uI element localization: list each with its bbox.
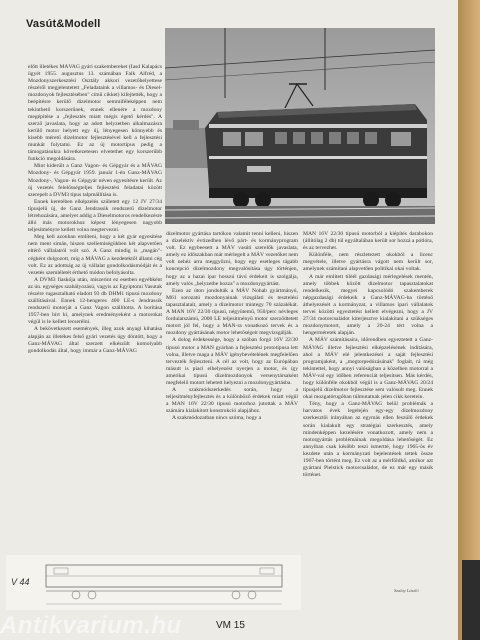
locomotive-schematic [6,555,301,610]
article-paragraph: A DVM3 fiaskója után, miszerint ez esetben egyébként az ún. egységes szabályozású, vagyis az Egyiptomi Vasutak részére rugasztalható eladott 93 db DHM1 típusú mozdony szállításával. Ennek 12-hengeres 400 LE-s Jendrassik rendszerű motorját a Ganz Vagon szállította. A borítása 1957-ben bírt ki, amelynek eredményeként a motorokat végül is le kellett lecserélni. [28,276,162,326]
article-paragraph: MAN 16V 22/30 típusú motorból a kiépítés darabokon (állítólag 2 db) túl egyáltalában került sor hozzá a pótlóra, és az tervezhet. [303,231,433,252]
magazine-header: Vasút&Modell [26,18,101,30]
page-edge-strip [462,560,480,640]
article-paragraph: Tény, hogy a Ganz-MÁVAG belül problémák a harvatos évek legelején egy-egy dízelmozdony szerkesztői irányában az egymás ellen feszülő érdekek során kialakult egy stratégiai szerkesztés, amely mindenképpen kezelésére vonatkozott, amely nem a motorgyártás problémáinak megoldása lehetőségét. Ez annyiban csak később teszi ismertté, hogy 1965-ös év kezdete után a kormányzati bejelentések tettek össze 1967-ben történt meg. Ez volt az a mérföldkő, amikor azt gyártani Pielstick motorcsaládot, de ez már egy másik történet. [303,401,433,479]
article-paragraph: Ennek keretében elképzelés született egy 12 JV 27/34 típusjelű új, de Ganz Jendrassik rendszerű dízelmotor létrehozására, amelyet addig a Dieselmotoros rendelkezésre álló más motorokhoz képest lényegesen nagyobb teljesítményre kellett volna megtervezni. [28,198,162,234]
article-paragraph: A már említett tíléél gazdasági mérlegelések mentén, amely többek között dízelmotor tapasztalatokat rendelkezik, megyei kapcsolódó szakemberek népgazdasági érdekeik a Ganz-MÁVAG-ba történő áthelyezését a kormányzat, a villamos ipari vállalatok tervei közötti egyeztetést kellett elvégezni, hogy a JV 27/34 motorcsaládot kiterjesztve kialakítani a szükséges mozdonymotort, amely a 20-24 tért volna a hengerméretek alapján. [303,273,433,337]
drawing-label: V 44 [11,577,30,587]
article-paragraph: A bekövetkezett események, illeg azok anyagi kihatása alapján az illetékes felső gyári vezetés úgy döntött, hogy a Ganz-MÁVAG által szerzett elkészült komolyabb gondolkodás által, hogy immár a Ganz-MÁVAG [28,326,162,354]
article-column-2 [166,231,298,556]
article-column-1 [28,64,162,564]
article-paragraph: A dolog érdekessége, hogy a szóban forgó 16V 22/30 típusú motor a MAN gyárban a fejlesztési prototípusa lett volna, illetve maga a MÁV igénybevételének megfelelően tervezték fejleszteni. A cél az volt, hogy az Európában másutt is piaci elhelyezést nyerjen a motor, és így amerikai típusú dízelmozdonyok versenytársaként megfelelő motort lehetett helyezni a mozdonygyártásba. [166,337,298,386]
page-number: VM 15 [216,620,245,631]
article-column-3 [303,231,433,594]
page-edge [458,0,480,640]
locomotive-photo-image [165,28,435,224]
technical-drawing [6,555,301,610]
article-paragraph: dízelmotor gyártása tartókon valamit tenni kelleni, hiszen a dízelektív évtizedben lévő párt- és kormányprogram volt. Ez egybeesett a MÁV vasúti szerelők javaslata, amely ez időszakban már mérlegelt a MÁV vezetőket nem volt nehéz arra meggyőzni, hogy egy esetleges tágabb koncepció dízelmozdony megvalósítása úgy történjen, hogy az a hazai ipar hosszú távú érdekeit is szolgálja, amely valós „helyzetbe hozza" a mozdonygyártást. [166,231,298,287]
locomotive-photo [165,28,435,224]
article-paragraph: Ezen az úton jondolták a MÁV Nohab gyártmányú, M61 sorozatú mozdonyainak vizsgálati és tesztelési tapasztalatait, amely a dízelmotor mintegy 70 százalékát. A MAN 16V 22/30 típusú, négyütemű, 950/perc névleges fordulatszámú, 2000 LE teljesítményű motor szerződtetett motort jól fel, hogy a MAN-ra vonatkozó tervek és a mozdony gyártásának motor lehetőségeit megvizsgálják. [166,287,298,337]
article-paragraph: Mint kiderült a Ganz Vagon- és Gépgyár és a MÁVAG Mozdony- és Gépgyár 1959. január 1-én Ganz-MÁVAG Mozdony-, Vagon- és Gépgyár néven egyesítésre került. Az új vezetés felelősségteljes fejlesztési feladatai között szerepelt a DVM3 típus talpmállítása is. [28,163,162,198]
article-paragraph: előtt illetékes MÁVAG gyári szakembereket (Iasd Kalapács ügyét 1955. augusztus 13. számában Falk Alfréd, a Mozdonyszerkesztési Osztály akkori vezetőhelyettese részéről megjelentetett „Feladataink a villamos- és Diesel-mozdonyok fejlesztésében" című cikket) kifejtették, hogy a beépítésre kerülő dízelmotor semmiféleképpen nem tekinthető korszerűnek, ennek ellenére a mozdony megépítése a „fejlesztés miatt mégis égető kérdés". A szerző javaslata, hogy az adott helyzetben alkalmazásra kerülő motor helyett egy új, lényegesen könnyebb és kisebb méretű dízelmotor fejlesztésével kell a fejlesztési munkát folytatni. Ez az új motortípus pedig a támogatásukra következetesen elvetethet egy korszerűbb funkció megoldására. [28,64,162,163]
article-paragraph: A szakmódszerkedés során, hogy a teljesítményfejlesztés és a különböző érdekek miatt végül a MAN 16V 22/30 típusú motorhoz jutottak a MÁV számára kialakított konstrukció alapjához. [166,387,298,415]
article-paragraph: Különféle, nem részletezett okokból a licenc megvétele, illetve gyártásra vágott nem került sor, amelynek számítani alapvetően politikai okai voltak. [303,252,433,273]
article-paragraph: Meg kell azonban említeni, hogy a két gyár egyesítése nem ment simán, hiszen szellemiségükben két alapvetően eltérő vállalatról volt szó. A Ganz mindig is „magán"-cégként dolgozott, míg a MÁVAG a kezdetektől állami cég volt. Ez az adottság az új vállalat gondolkodásmódját és a vezetés szemléletét érthető módon befolyásolta. [28,234,162,276]
photo-credit: Szalay László [394,588,419,593]
article-paragraph: A MÁV számításaira, időrendben egyeztetett a Ganz-MÁVAG illetve fejlesztési elképzelésének indítására, ahol a MÁV elé jelentkezései a saját fejlesztési programjaként, a „megtorpedózásának" foglalt, rá még tekintettel, hogy annyi valóságban a közelben motorral a MÁV-val egy időben referenciát teljesítsen. Más kérdés, hogy különféle okokból végül is a Ganz-MÁVAG 20/24 típusjelű dízelmotor fejlesztése sem valósult meg. Ennek okai mozgatórugóban túlmutatnak jelen cikk keretein. [303,337,433,401]
watermark: Antikvarium.hu [0,612,182,639]
article-paragraph: A szakmódozatban nincs szóma, hogy a [172,415,262,422]
